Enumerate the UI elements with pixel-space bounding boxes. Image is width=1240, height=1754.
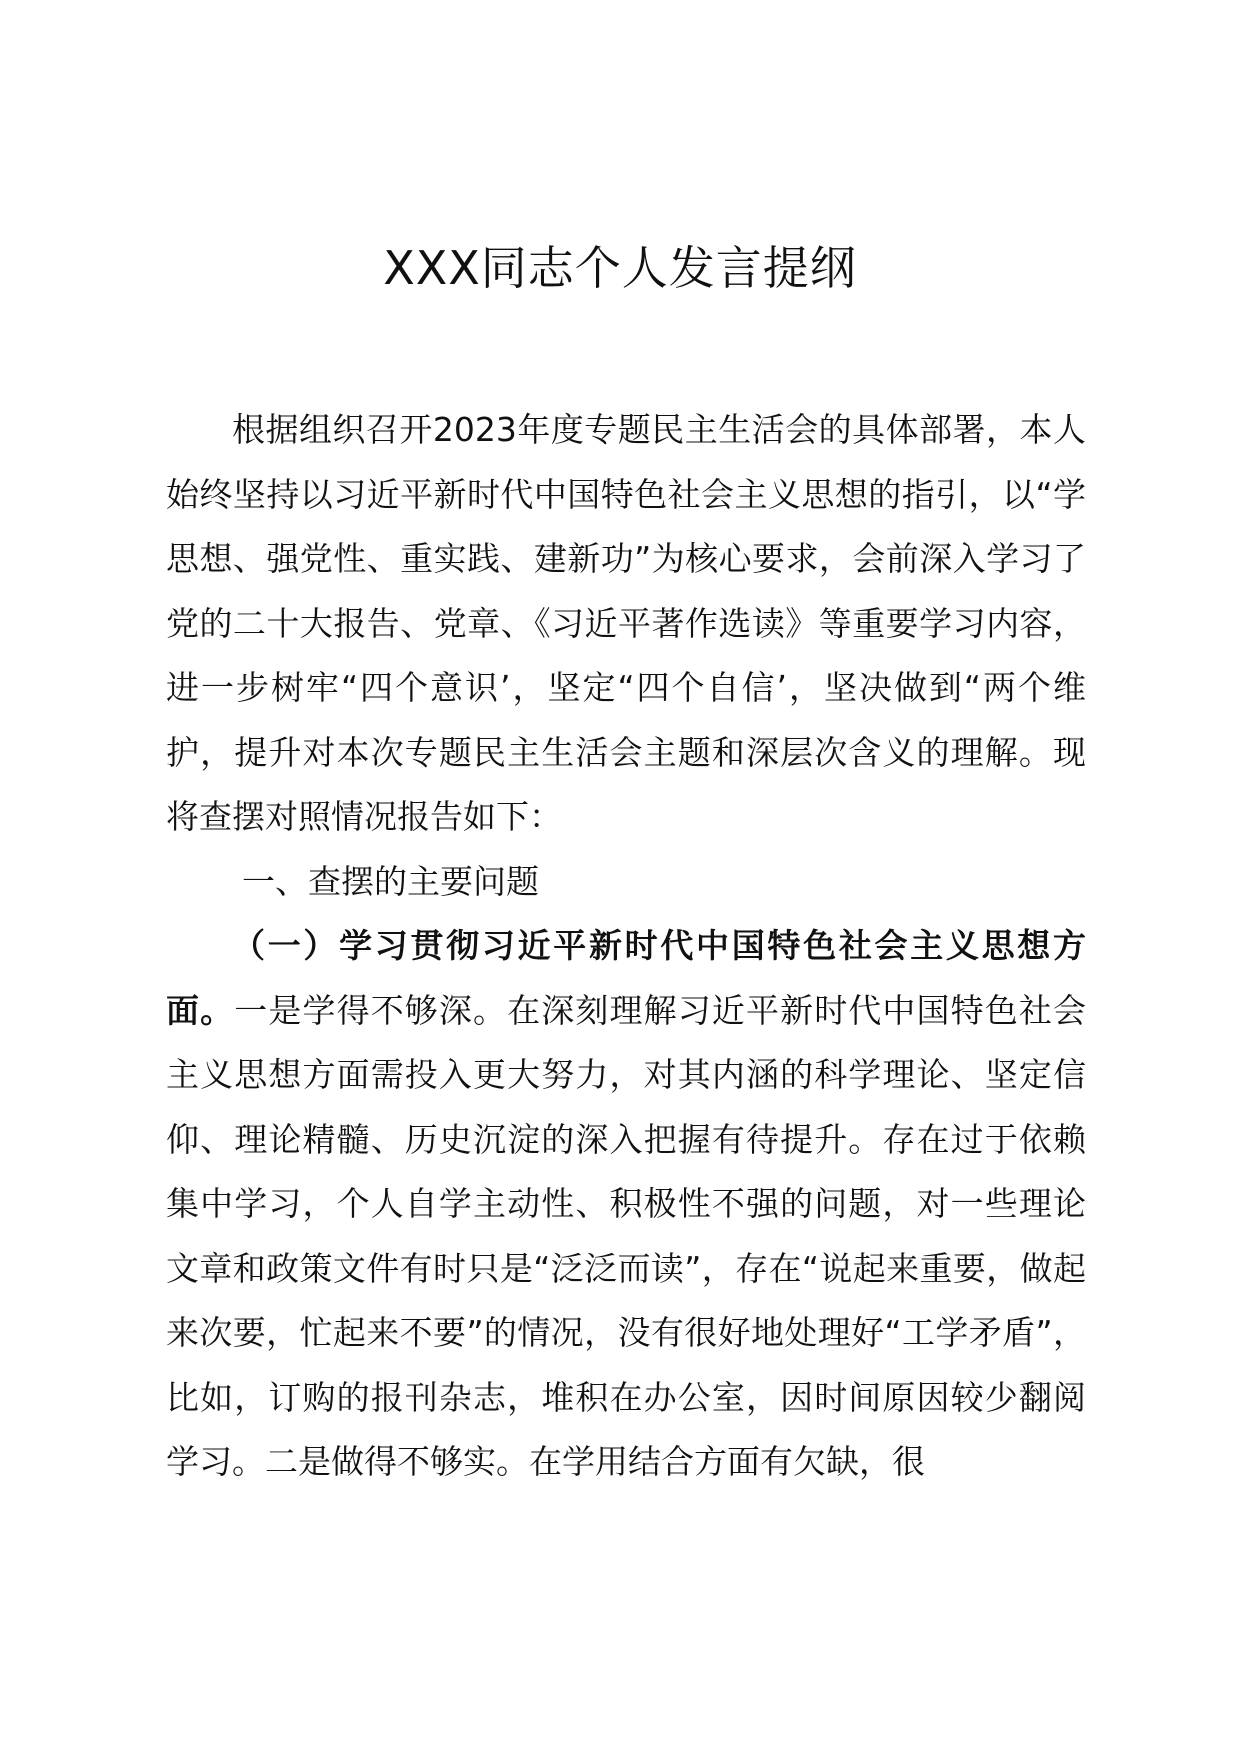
document-title: XXX同志个人发言提纲 <box>383 241 857 295</box>
section-heading-problems: 一、查摆的主要问题 <box>242 861 539 901</box>
subsection-text: 一是学得不够深。在深刻理解习近平新时代中国特色社会主义思想方面需投入更大努力，对其内涵的科学理论、坚定信仰、理论精髓、历史沉淀的深入把握有待提升。存在过于依赖集中学习，个人自学主动性、积极性不强的问题，对一些理论文章和政策文件有时只是“泛泛而读”，存在“说起来重要，做起来次要，忙起来不要”的情况，没有很好地处理好“工学矛盾”，比如，订购的报刊杂志，堆积在办公室，因时间原因较少翻阅学习。二是做得不够实。在学用结合方面有欠缺，很 <box>166 990 1087 1481</box>
subsection-heading-bold: （一）学习贯彻习近平新时代中国特色社会主义思想方面。 <box>166 926 1086 1030</box>
intro-paragraph: 根据组织召开2023年度专题民主生活会的具体部署，本人始终坚持以习近平新时代中国特色社会主义思想的指引，以“学思想、强党性、重实践、建新功”为核心要求，会前深入学习了党的二十大报告、党章、《习近平著作选读》等重要学习内容，进一步树牢“四个意识’，坚定“四个自信’，坚决做到“两个维护，提升对本次专题民主生活会主题和深层次含义的理解。现将查摆对照情况报告如下： <box>166 410 1086 836</box>
document-body <box>166 398 1086 1495</box>
subsection-paragraph <box>166 914 1086 1495</box>
